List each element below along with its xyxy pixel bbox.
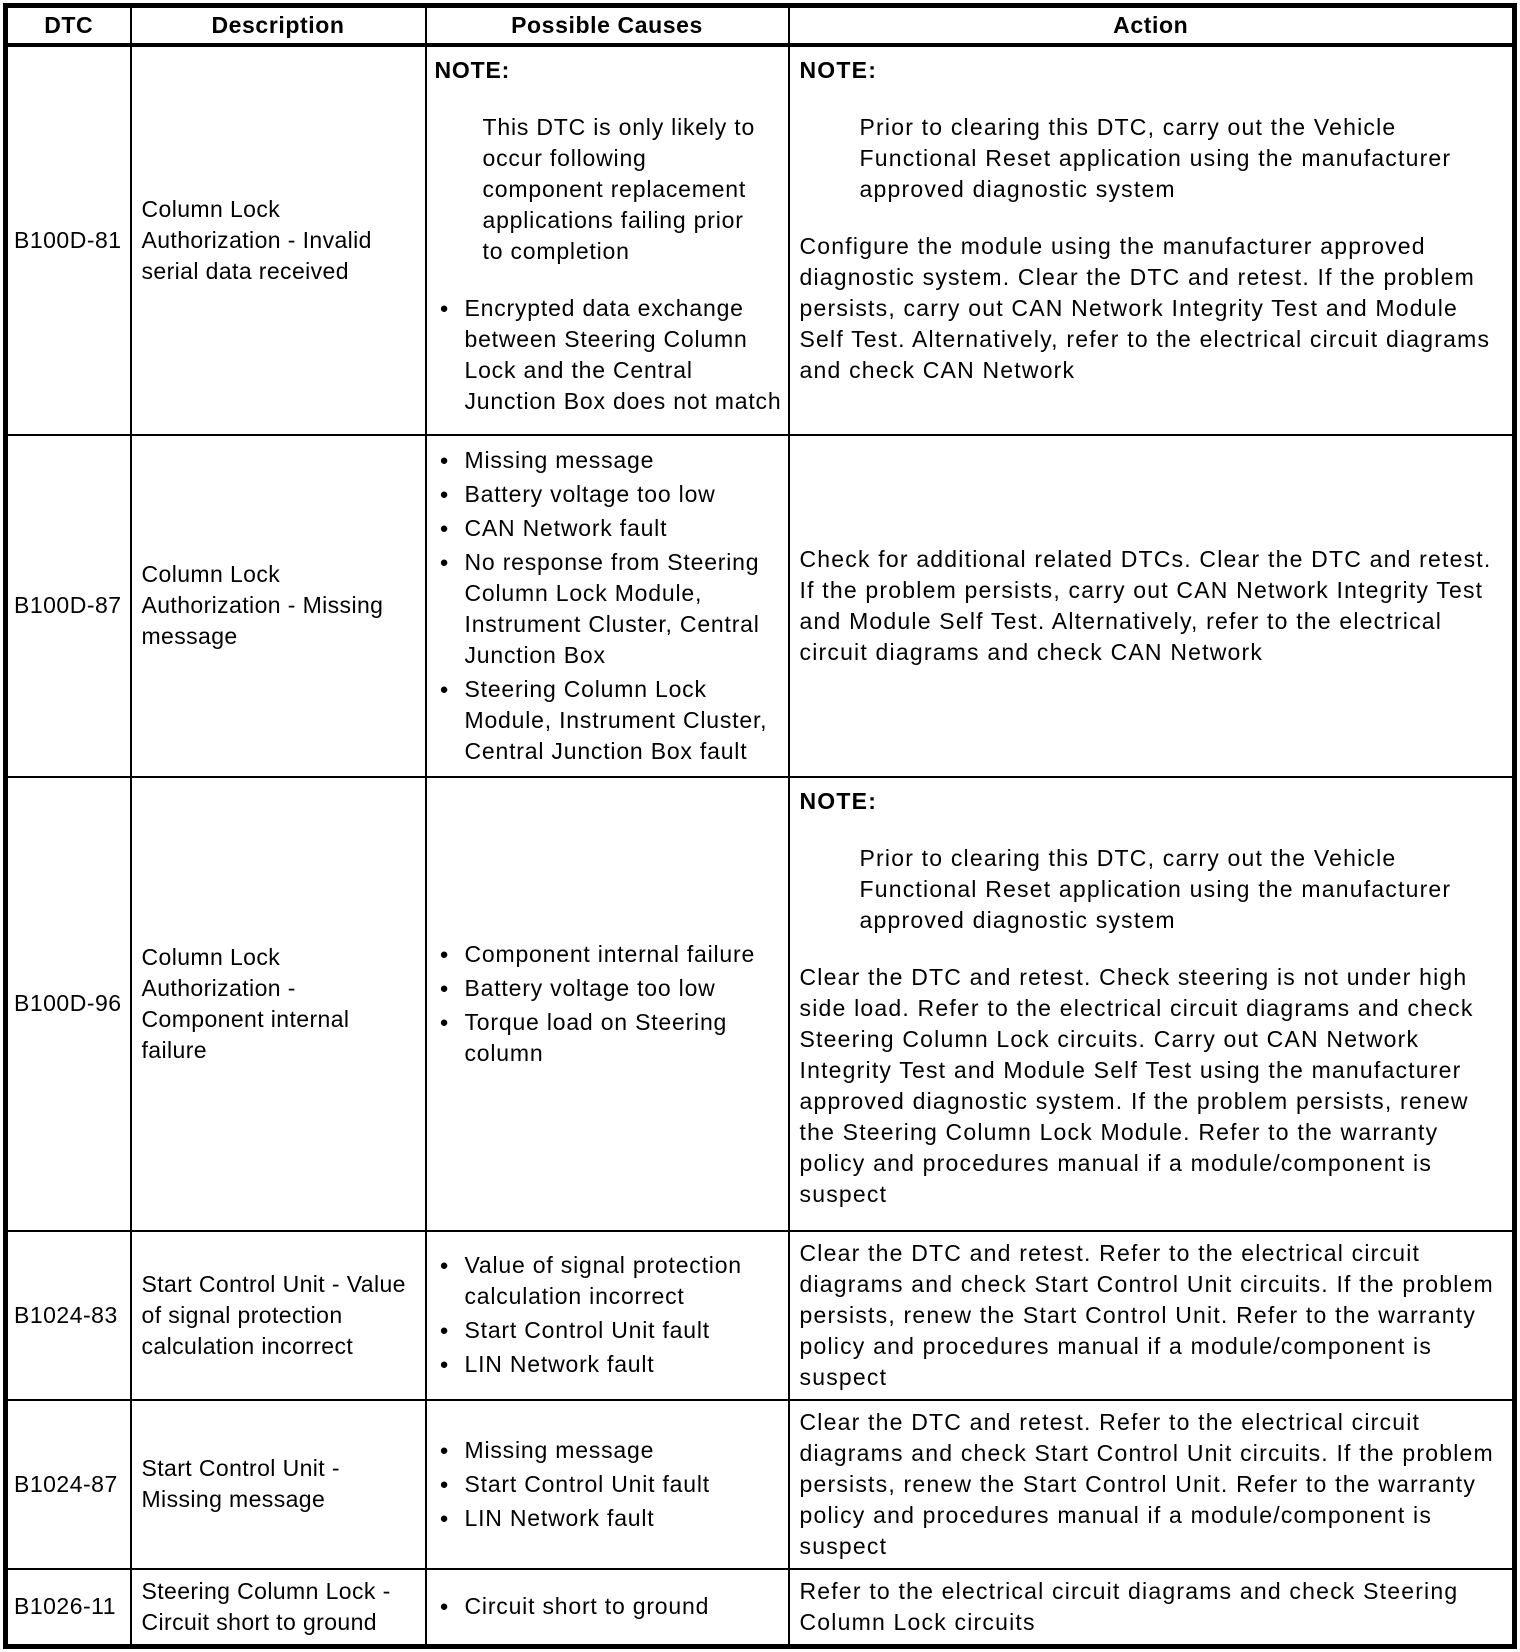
cause-item bbox=[435, 293, 785, 417]
cause-text: Battery voltage too low bbox=[464, 480, 716, 507]
cause-text: Steering Column Lock Module, Instrument Cluster, Central Junction Box fault bbox=[464, 675, 768, 764]
column-header-description: Description bbox=[131, 6, 426, 45]
cause-text: LIN Network fault bbox=[464, 1504, 655, 1531]
description-text: Start Control Unit - Value of signal protection calculation incorrect bbox=[141, 1270, 406, 1359]
bullet-icon bbox=[440, 973, 450, 1004]
action-cell bbox=[789, 45, 1515, 435]
cause-text: Encrypted data exchange between Steering Column Lock and the Central Junction Box does not match bbox=[464, 294, 782, 414]
cause-item bbox=[435, 513, 785, 544]
dtc-table-header bbox=[6, 6, 1515, 45]
cause-item bbox=[435, 1591, 785, 1622]
possible-causes-cell bbox=[426, 1569, 789, 1647]
action-text: Clear the DTC and retest. Check steering is not under high side load. Refer to the electrical circuit diagrams and check Steering Column Lock circuits. Carry out CAN Network Integrity Test and Module Self Test using the manufacturer approved diagnostic system. If the problem persists, renew the Steering Column Lock Module. Refer to the warranty policy and procedures manual if a module/component is suspect bbox=[799, 963, 1474, 1207]
note-paragraph: Prior to clearing this DTC, carry out the Vehicle Functional Reset application using the manufacturer approved diagnostic system bbox=[859, 113, 1452, 202]
note-block bbox=[800, 55, 1503, 205]
cause-text: LIN Network fault bbox=[464, 1351, 655, 1377]
cause-list bbox=[435, 445, 785, 767]
cause-item bbox=[435, 1315, 785, 1346]
cause-text: Circuit short to ground bbox=[464, 1593, 710, 1619]
table-row bbox=[6, 1231, 1515, 1400]
note-block bbox=[800, 786, 1503, 936]
action-cell bbox=[789, 1400, 1515, 1569]
action-text: Check for additional related DTCs. Clear the DTC and retest. If the problem persists, carry out CAN Network Integrity Test and Module Self Test. Alternatively, refer to the electrical circuit diagrams and check CAN Network bbox=[799, 545, 1492, 665]
note-block bbox=[435, 55, 785, 267]
possible-causes-cell bbox=[426, 777, 789, 1231]
cause-item bbox=[435, 1007, 785, 1069]
note-label: NOTE: bbox=[799, 56, 878, 83]
cause-list bbox=[435, 939, 785, 1069]
bullet-icon bbox=[440, 293, 450, 324]
column-header-dtc: DTC bbox=[6, 6, 131, 45]
dtc-table bbox=[3, 3, 1517, 1649]
action-cell bbox=[789, 1231, 1515, 1400]
dtc-code: B1024-83 bbox=[14, 1301, 118, 1328]
bullet-icon bbox=[440, 479, 450, 510]
dtc-cell bbox=[6, 1400, 131, 1569]
possible-causes-cell bbox=[426, 45, 789, 435]
possible-causes-cell bbox=[426, 1400, 789, 1569]
action-cell bbox=[789, 435, 1515, 777]
dtc-cell bbox=[6, 435, 131, 777]
description-text: Steering Column Lock - Circuit short to ground bbox=[141, 1577, 391, 1635]
dtc-code: B100D-96 bbox=[14, 990, 122, 1016]
bullet-icon bbox=[440, 1591, 450, 1622]
cause-text: Torque load on Steering column bbox=[464, 1008, 728, 1066]
bullet-icon bbox=[440, 1315, 450, 1346]
description-cell bbox=[131, 777, 426, 1231]
cause-text: Component internal failure bbox=[464, 940, 756, 967]
description-cell bbox=[131, 435, 426, 777]
action-text: Refer to the electrical circuit diagrams and check Steering Column Lock circuits bbox=[799, 1577, 1459, 1635]
cause-text: Start Control Unit fault bbox=[464, 1470, 710, 1497]
description-text: Column Lock Authorization - Missing message bbox=[141, 561, 384, 649]
cause-list bbox=[435, 1250, 785, 1380]
table-row bbox=[6, 1569, 1515, 1647]
note-label: NOTE: bbox=[799, 787, 878, 814]
cause-item bbox=[435, 445, 785, 476]
bullet-icon bbox=[440, 547, 450, 578]
cause-item bbox=[435, 674, 785, 767]
description-cell bbox=[131, 1400, 426, 1569]
dtc-code: B100D-87 bbox=[14, 592, 122, 618]
table-row bbox=[6, 777, 1515, 1231]
bullet-icon bbox=[440, 513, 450, 544]
cause-item bbox=[435, 1349, 785, 1380]
action-text: Configure the module using the manufacturer approved diagnostic system. Clear the DTC and retest. If the problem persists, carry out CAN Network Integrity Test and Module Self Test. Alternatively, refer to the electrical circuit diagrams and check CAN Network bbox=[799, 232, 1491, 383]
dtc-cell bbox=[6, 1231, 131, 1400]
table-row bbox=[6, 45, 1515, 435]
cause-item bbox=[435, 547, 785, 671]
possible-causes-cell bbox=[426, 1231, 789, 1400]
bullet-icon bbox=[440, 1007, 450, 1038]
column-header-action: Action bbox=[789, 6, 1515, 45]
cause-text: Value of signal protection calculation incorrect bbox=[464, 1252, 742, 1309]
dtc-cell bbox=[6, 1569, 131, 1647]
dtc-code: B1026-11 bbox=[14, 1593, 117, 1619]
action-text: Clear the DTC and retest. Refer to the electrical circuit diagrams and check Start Control Unit circuits. If the problem persists, renew the Start Control Unit. Refer to the warranty policy and procedures manual if a module/component is suspect bbox=[799, 1239, 1494, 1390]
bullet-icon bbox=[440, 445, 450, 476]
column-header-possible-causes: Possible Causes bbox=[426, 6, 789, 45]
description-text: Column Lock Authorization - Component internal failure bbox=[141, 943, 350, 1063]
cause-list bbox=[435, 1435, 785, 1534]
bullet-icon bbox=[440, 1250, 450, 1281]
cause-text: Start Control Unit fault bbox=[464, 1317, 710, 1343]
possible-causes-cell bbox=[426, 435, 789, 777]
cause-item bbox=[435, 939, 785, 970]
bullet-icon bbox=[440, 1435, 450, 1466]
note-label: NOTE: bbox=[434, 56, 511, 83]
action-cell bbox=[789, 777, 1515, 1231]
cause-text: CAN Network fault bbox=[464, 514, 668, 541]
cause-item bbox=[435, 973, 785, 1004]
table-row bbox=[6, 1400, 1515, 1569]
cause-item bbox=[435, 1503, 785, 1534]
bullet-icon bbox=[440, 939, 450, 970]
description-cell bbox=[131, 1231, 426, 1400]
dtc-code: B100D-81 bbox=[14, 226, 122, 253]
dtc-cell bbox=[6, 45, 131, 435]
cause-text: No response from Steering Column Lock Module, Instrument Cluster, Central Junction Box bbox=[464, 548, 760, 668]
cause-item bbox=[435, 1435, 785, 1466]
dtc-cell bbox=[6, 777, 131, 1231]
dtc-table-body bbox=[6, 45, 1515, 1647]
table-row bbox=[6, 435, 1515, 777]
cause-list bbox=[435, 1591, 785, 1622]
header-row bbox=[6, 6, 1515, 45]
description-cell bbox=[131, 1569, 426, 1647]
note-paragraph: Prior to clearing this DTC, carry out the Vehicle Functional Reset application using the manufacturer approved diagnostic system bbox=[859, 844, 1452, 933]
bullet-icon bbox=[440, 1469, 450, 1500]
bullet-icon bbox=[440, 1503, 450, 1534]
description-cell bbox=[131, 45, 426, 435]
description-text: Start Control Unit - Missing message bbox=[141, 1455, 340, 1512]
cause-item bbox=[435, 1250, 785, 1312]
description-text: Column Lock Authorization - Invalid serial data received bbox=[141, 195, 372, 284]
cause-list bbox=[435, 293, 785, 417]
bullet-icon bbox=[440, 674, 450, 705]
cause-item bbox=[435, 479, 785, 510]
note-paragraph: This DTC is only likely to occur following component replacement applications failing prior to completion bbox=[482, 113, 756, 264]
cause-text: Missing message bbox=[464, 446, 655, 473]
cause-item bbox=[435, 1469, 785, 1500]
cause-text: Missing message bbox=[464, 1436, 655, 1463]
action-cell bbox=[789, 1569, 1515, 1647]
dtc-code: B1024-87 bbox=[14, 1470, 118, 1497]
bullet-icon bbox=[440, 1349, 450, 1380]
action-text: Clear the DTC and retest. Refer to the electrical circuit diagrams and check Start Control Unit circuits. If the problem persists, renew the Start Control Unit. Refer to the warranty policy and procedures manual if a module/component is suspect bbox=[799, 1408, 1494, 1559]
cause-text: Battery voltage too low bbox=[464, 974, 716, 1001]
